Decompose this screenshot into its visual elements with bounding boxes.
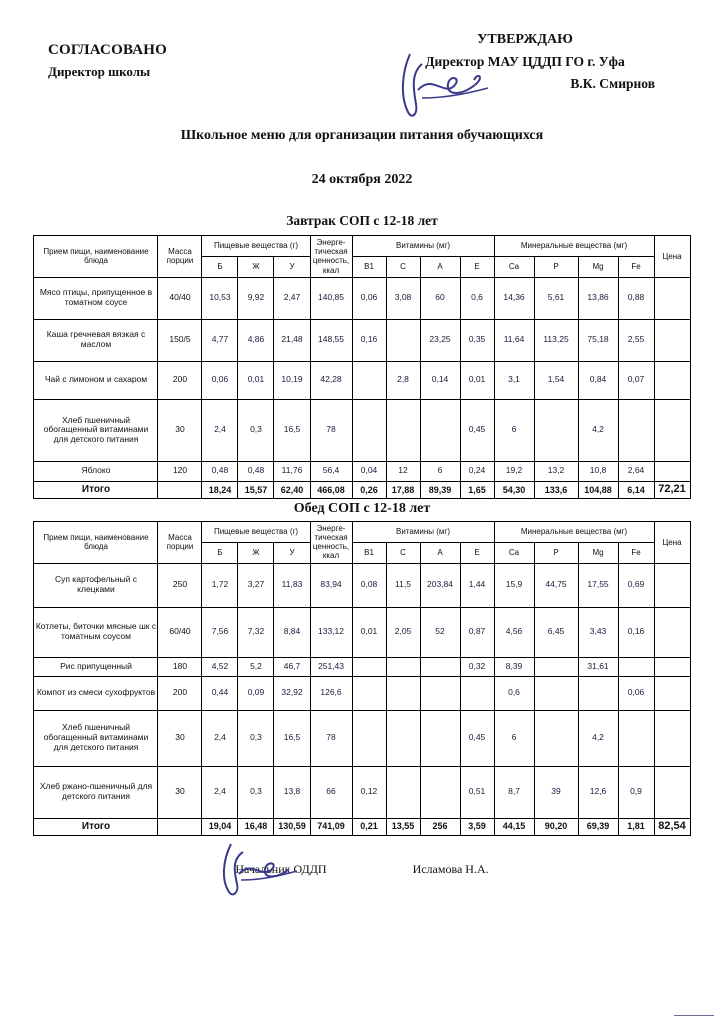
cell-a: 89,39	[420, 481, 460, 498]
cell-u: 2,47	[274, 277, 310, 319]
cell-price	[654, 607, 690, 657]
cell-zh: 3,27	[238, 563, 274, 607]
document-footer	[0, 862, 724, 902]
cell-mg: 31,61	[578, 657, 618, 676]
cell-e: 1,65	[460, 481, 494, 498]
cell-mg: 10,8	[578, 461, 618, 481]
table-row	[34, 319, 690, 361]
cell-mg	[578, 676, 618, 710]
col-b: Б	[202, 256, 238, 277]
cell-c	[386, 399, 420, 461]
cell-dish: Рис припущенный	[34, 657, 158, 676]
col-u: У	[274, 256, 310, 277]
col-dish: Прием пищи, наименование блюда	[34, 236, 158, 278]
cell-a: 0,14	[420, 361, 460, 399]
cell-b1	[352, 710, 386, 766]
col-ca: Ca	[494, 542, 534, 563]
cell-b1	[352, 676, 386, 710]
cell-ca: 4,56	[494, 607, 534, 657]
table-row	[34, 563, 690, 607]
cell-u: 21,48	[274, 319, 310, 361]
cell-ca: 8,7	[494, 766, 534, 818]
cell-energy: 78	[310, 399, 352, 461]
col-a: А	[420, 542, 460, 563]
cell-dish: Чай с лимоном и сахаром	[34, 361, 158, 399]
cell-mass: 60/40	[158, 607, 202, 657]
cell-zh: 0,48	[238, 461, 274, 481]
cell-energy: 741,09	[310, 818, 352, 835]
cell-zh: 0,09	[238, 676, 274, 710]
cell-u: 16,5	[274, 710, 310, 766]
col-energy: Энерге-тическая ценность, ккал	[310, 236, 352, 278]
cell-a: 6	[420, 461, 460, 481]
cell-a: 52	[420, 607, 460, 657]
cell-c: 12	[386, 461, 420, 481]
menu-date: 24 октября 2022	[311, 172, 413, 187]
cell-fe: 1,81	[618, 818, 654, 835]
cell-b: 18,24	[202, 481, 238, 498]
col-ca: Ca	[494, 256, 534, 277]
col-price: Цена	[654, 521, 690, 563]
cell-e: 0,01	[460, 361, 494, 399]
table-row	[34, 277, 690, 319]
cell-mg: 75,18	[578, 319, 618, 361]
cell-p: 13,2	[534, 461, 578, 481]
director-org-label: Директор МАУ ЦДДП ГО г. Уфа	[425, 54, 625, 69]
page-title: Школьное меню для организации питания обучающихся	[180, 128, 544, 143]
cell-zh: 7,32	[238, 607, 274, 657]
cell-mg: 17,55	[578, 563, 618, 607]
footer-name: Исламова Н.А.	[412, 861, 489, 876]
cell-a	[420, 676, 460, 710]
cell-mg: 4,2	[578, 399, 618, 461]
cell-fe: 0,16	[618, 607, 654, 657]
cell-b1: 0,16	[352, 319, 386, 361]
table-row	[34, 657, 690, 676]
cell-mg: 69,39	[578, 818, 618, 835]
cell-ca: 15,9	[494, 563, 534, 607]
header-right-block	[375, 32, 675, 92]
cell-p: 44,75	[534, 563, 578, 607]
cell-zh: 0,3	[238, 710, 274, 766]
col-fe: Fe	[618, 542, 654, 563]
cell-e	[460, 676, 494, 710]
cell-ca: 0,6	[494, 676, 534, 710]
cell-b: 7,56	[202, 607, 238, 657]
cell-fe: 0,06	[618, 676, 654, 710]
cell-b: 4,52	[202, 657, 238, 676]
cell-energy: 83,94	[310, 563, 352, 607]
cell-b: 10,53	[202, 277, 238, 319]
cell-b: 2,4	[202, 766, 238, 818]
cell-mass	[158, 818, 202, 835]
cell-energy: 140,85	[310, 277, 352, 319]
cell-ca: 11,64	[494, 319, 534, 361]
cell-ca: 3,1	[494, 361, 534, 399]
footer-role: Начальник ОДДП	[235, 861, 327, 876]
table-row	[34, 766, 690, 818]
cell-fe: 0,07	[618, 361, 654, 399]
col-vitamins: Витамины (мг)	[352, 236, 494, 257]
breakfast-caption: Завтрак СОП с 12-18 лет	[286, 213, 438, 228]
cell-energy: 66	[310, 766, 352, 818]
cell-b1: 0,01	[352, 607, 386, 657]
cell-p: 90,20	[534, 818, 578, 835]
cell-u: 32,92	[274, 676, 310, 710]
cell-fe: 2,64	[618, 461, 654, 481]
cell-fe: 6,14	[618, 481, 654, 498]
cell-dish: Яблоко	[34, 461, 158, 481]
col-minerals: Минеральные вещества (мг)	[494, 521, 654, 542]
cell-b: 2,4	[202, 399, 238, 461]
cell-fe: 0,69	[618, 563, 654, 607]
cell-u: 11,83	[274, 563, 310, 607]
cell-mg: 12,6	[578, 766, 618, 818]
cell-u: 46,7	[274, 657, 310, 676]
cell-u: 16,5	[274, 399, 310, 461]
cell-mass: 40/40	[158, 277, 202, 319]
cell-e: 0,32	[460, 657, 494, 676]
cell-c: 3,08	[386, 277, 420, 319]
cell-b: 1,72	[202, 563, 238, 607]
cell-e: 0,6	[460, 277, 494, 319]
cell-mg: 4,2	[578, 710, 618, 766]
document-header	[0, 0, 724, 110]
cell-price	[654, 277, 690, 319]
cell-mass	[158, 481, 202, 498]
cell-c: 13,55	[386, 818, 420, 835]
cell-b: 0,06	[202, 361, 238, 399]
cell-p	[534, 657, 578, 676]
cell-mass: 120	[158, 461, 202, 481]
table-row	[34, 710, 690, 766]
cell-e: 0,45	[460, 399, 494, 461]
cell-e: 0,87	[460, 607, 494, 657]
col-energy: Энерге-тическая ценность, ккал	[310, 521, 352, 563]
cell-energy: 148,55	[310, 319, 352, 361]
cell-dish: Суп картофельный с клецками	[34, 563, 158, 607]
cell-total-label: Итого	[34, 481, 158, 498]
cell-a: 60	[420, 277, 460, 319]
breakfast-table	[33, 235, 690, 499]
cell-price	[654, 563, 690, 607]
cell-b1	[352, 657, 386, 676]
cell-total-price: 72,21	[654, 481, 690, 498]
cell-dish: Мясо птицы, припущенное в томатном соусе	[34, 277, 158, 319]
col-mg: Mg	[578, 542, 618, 563]
col-p: P	[534, 542, 578, 563]
col-mass: Масса порции	[158, 521, 202, 563]
cell-mass: 30	[158, 766, 202, 818]
col-price: Цена	[654, 236, 690, 278]
approved-by-label: СОГЛАСОВАНО	[48, 42, 167, 58]
cell-b: 4,77	[202, 319, 238, 361]
col-a: А	[420, 256, 460, 277]
cell-price	[654, 461, 690, 481]
cell-price	[654, 766, 690, 818]
cell-energy: 133,12	[310, 607, 352, 657]
cell-c	[386, 676, 420, 710]
cell-c: 2,8	[386, 361, 420, 399]
col-b1: В1	[352, 256, 386, 277]
cell-e: 0,35	[460, 319, 494, 361]
cell-p: 6,45	[534, 607, 578, 657]
cell-b: 2,4	[202, 710, 238, 766]
cell-fe: 0,88	[618, 277, 654, 319]
cell-dish: Компот из смеси сухофруктов	[34, 676, 158, 710]
cell-energy: 126,6	[310, 676, 352, 710]
school-director-label: Директор школы	[48, 64, 151, 79]
director-name-label: В.К. Смирнов	[570, 76, 655, 91]
lunch-caption: Обед СОП с 12-18 лет	[293, 500, 431, 516]
cell-a: 23,25	[420, 319, 460, 361]
table-row	[34, 399, 690, 461]
col-minerals: Минеральные вещества (мг)	[494, 236, 654, 257]
cell-mass: 250	[158, 563, 202, 607]
header-left-block	[48, 42, 308, 80]
cell-ca: 44,15	[494, 818, 534, 835]
cell-price	[654, 710, 690, 766]
page-bottom-mark	[674, 1003, 714, 1016]
cell-e: 0,24	[460, 461, 494, 481]
cell-u: 10,19	[274, 361, 310, 399]
cell-zh: 0,3	[238, 399, 274, 461]
cell-zh: 9,92	[238, 277, 274, 319]
cell-total-price: 82,54	[654, 818, 690, 835]
cell-p: 1,54	[534, 361, 578, 399]
cell-b: 0,44	[202, 676, 238, 710]
cell-p	[534, 399, 578, 461]
cell-e: 0,51	[460, 766, 494, 818]
cell-b1: 0,21	[352, 818, 386, 835]
cell-total-label: Итого	[34, 818, 158, 835]
cell-dish: Котлеты, биточки мясные шк с томатным соусом	[34, 607, 158, 657]
cell-b1: 0,26	[352, 481, 386, 498]
col-vitamins: Витамины (мг)	[352, 521, 494, 542]
cell-b1	[352, 399, 386, 461]
cell-dish: Хлеб пшеничный обогащенный витаминами для детского питания	[34, 399, 158, 461]
table-row	[34, 461, 690, 481]
lunch-table	[33, 521, 690, 836]
col-e: Е	[460, 542, 494, 563]
cell-b: 0,48	[202, 461, 238, 481]
cell-a	[420, 710, 460, 766]
cell-c: 11,5	[386, 563, 420, 607]
cell-p: 133,6	[534, 481, 578, 498]
cell-a: 203,84	[420, 563, 460, 607]
cell-a: 256	[420, 818, 460, 835]
cell-mg: 104,88	[578, 481, 618, 498]
cell-ca: 8,39	[494, 657, 534, 676]
table-total-row	[34, 481, 690, 498]
cell-mg: 13,86	[578, 277, 618, 319]
col-nutrients: Пищевые вещества (г)	[202, 236, 310, 257]
col-mass: Масса порции	[158, 236, 202, 278]
cell-ca: 54,30	[494, 481, 534, 498]
cell-zh: 5,2	[238, 657, 274, 676]
cell-c: 2,05	[386, 607, 420, 657]
cell-ca: 19,2	[494, 461, 534, 481]
cell-energy: 251,43	[310, 657, 352, 676]
cell-ca: 6	[494, 710, 534, 766]
col-e: Е	[460, 256, 494, 277]
cell-p	[534, 676, 578, 710]
col-mg: Mg	[578, 256, 618, 277]
cell-p: 113,25	[534, 319, 578, 361]
cell-ca: 14,36	[494, 277, 534, 319]
cell-fe	[618, 710, 654, 766]
cell-b1: 0,08	[352, 563, 386, 607]
cell-mass: 200	[158, 676, 202, 710]
cell-mass: 200	[158, 361, 202, 399]
cell-u: 130,59	[274, 818, 310, 835]
cell-e: 0,45	[460, 710, 494, 766]
col-nutrients: Пищевые вещества (г)	[202, 521, 310, 542]
cell-c	[386, 657, 420, 676]
cell-b: 19,04	[202, 818, 238, 835]
cell-c: 17,88	[386, 481, 420, 498]
cell-zh: 16,48	[238, 818, 274, 835]
table-row	[34, 361, 690, 399]
cell-u: 11,76	[274, 461, 310, 481]
cell-dish: Хлеб пшеничный обогащенный витаминами для детского питания	[34, 710, 158, 766]
cell-fe	[618, 657, 654, 676]
cell-a	[420, 399, 460, 461]
cell-energy: 56,4	[310, 461, 352, 481]
cell-a	[420, 766, 460, 818]
table-total-row	[34, 818, 690, 835]
table-row	[34, 607, 690, 657]
cell-zh: 0,01	[238, 361, 274, 399]
cell-mass: 180	[158, 657, 202, 676]
col-dish: Прием пищи, наименование блюда	[34, 521, 158, 563]
cell-c	[386, 710, 420, 766]
cell-u: 8,84	[274, 607, 310, 657]
confirm-label: УТВЕРЖДАЮ	[477, 32, 573, 47]
cell-c	[386, 319, 420, 361]
table-row	[34, 676, 690, 710]
col-c: С	[386, 542, 420, 563]
cell-mg: 0,84	[578, 361, 618, 399]
col-fe: Fe	[618, 256, 654, 277]
cell-mass: 30	[158, 710, 202, 766]
cell-price	[654, 657, 690, 676]
cell-u: 62,40	[274, 481, 310, 498]
cell-energy: 78	[310, 710, 352, 766]
cell-dish: Хлеб ржано-пшеничный для детского питания	[34, 766, 158, 818]
cell-fe: 0,9	[618, 766, 654, 818]
cell-mass: 30	[158, 399, 202, 461]
cell-b1	[352, 361, 386, 399]
cell-price	[654, 399, 690, 461]
col-zh: Ж	[238, 542, 274, 563]
col-b: Б	[202, 542, 238, 563]
cell-price	[654, 319, 690, 361]
col-c: С	[386, 256, 420, 277]
cell-fe: 2,55	[618, 319, 654, 361]
cell-zh: 0,3	[238, 766, 274, 818]
cell-zh: 4,86	[238, 319, 274, 361]
cell-u: 13,8	[274, 766, 310, 818]
cell-b1: 0,04	[352, 461, 386, 481]
cell-c	[386, 766, 420, 818]
cell-mass: 150/5	[158, 319, 202, 361]
cell-a	[420, 657, 460, 676]
cell-price	[654, 361, 690, 399]
cell-dish: Каша гречневая вязкая с маслом	[34, 319, 158, 361]
cell-mg: 3,43	[578, 607, 618, 657]
cell-ca: 6	[494, 399, 534, 461]
cell-e: 1,44	[460, 563, 494, 607]
cell-zh: 15,57	[238, 481, 274, 498]
cell-p: 5,61	[534, 277, 578, 319]
col-u: У	[274, 542, 310, 563]
cell-price	[654, 676, 690, 710]
cell-fe	[618, 399, 654, 461]
cell-e: 3,59	[460, 818, 494, 835]
cell-p	[534, 710, 578, 766]
col-zh: Ж	[238, 256, 274, 277]
cell-p: 39	[534, 766, 578, 818]
cell-b1: 0,12	[352, 766, 386, 818]
cell-energy: 466,08	[310, 481, 352, 498]
col-b1: В1	[352, 542, 386, 563]
cell-energy: 42,28	[310, 361, 352, 399]
cell-b1: 0,06	[352, 277, 386, 319]
col-p: P	[534, 256, 578, 277]
